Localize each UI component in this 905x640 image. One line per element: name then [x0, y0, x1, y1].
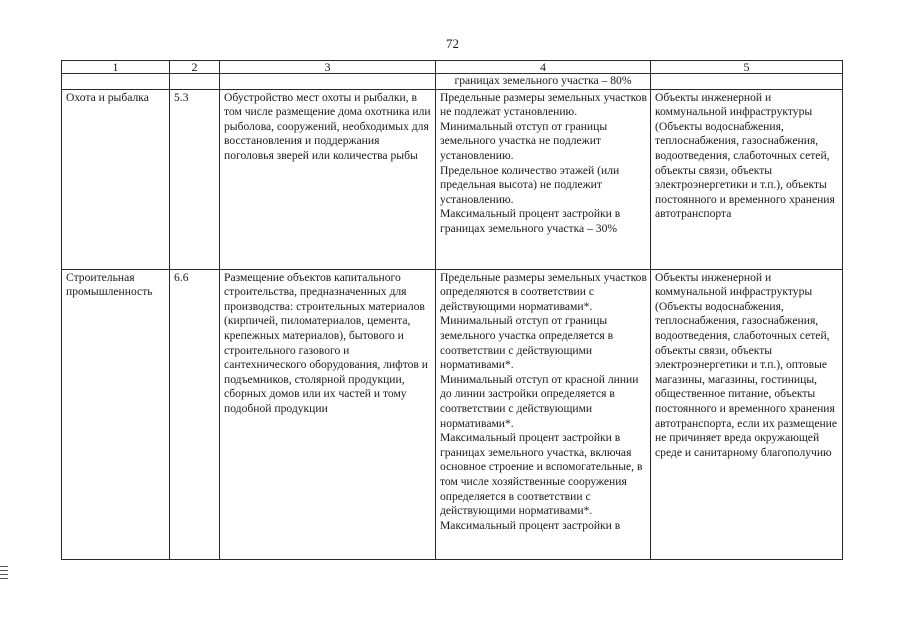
parameter-line: Предельные размеры земельных участков определяются в соответствии с действующими нормативами*.: [440, 270, 647, 313]
parameter-line: Предельные размеры земельных участков не подлежат установлению.: [440, 90, 647, 119]
header-col-4: 4: [436, 61, 651, 74]
use-code: 5.3: [170, 89, 220, 269]
scan-edge-marks: [0, 566, 8, 582]
use-name: Строительная промышленность: [62, 269, 170, 559]
parameter-line: Минимальный отступ от красной линии до линии застройки определяется в соответствии с действующими нормативами*.: [440, 372, 639, 430]
parameter-line: Предельное количество этажей (или предельная высота) не подлежит установлению.: [440, 163, 620, 206]
parameter-line: Максимальный процент застройки в: [440, 518, 621, 532]
table-row: [62, 89, 843, 269]
use-auxiliary: Объекты инженерной и коммунальной инфраструктуры (Объекты водоснабжения, теплоснабжения, газоснабжения, водоотведения, слаботочных сетей, объекты связи, объекты электроэнергетики и т.п.), оптовые магазины, магазины, гостиницы, общественное питание, объекты постоянного и временного хранения автотранспорта, если их размещение не причиняет вреда окружающей среде и санитарному благополучию: [651, 269, 843, 559]
zoning-table: [61, 60, 843, 560]
parameter-line: Минимальный отступ от границы земельного участка определяется в соответствии с действующими нормативами*.: [440, 314, 614, 372]
page-number: 72: [446, 36, 459, 51]
parameter-line: Максимальный процент застройки в границах земельного участка, включая основное строение и вспомогательные, в том числе хозяйственные сооружения определяется в соответствии с действующими нормативами*.: [440, 431, 643, 518]
continuation-text: границах земельного участка – 80%: [436, 74, 651, 90]
use-auxiliary: Объекты инженерной и коммунальной инфраструктуры (Объекты водоснабжения, теплоснабжения, газоснабжения, водоотведения, слаботочных сетей, объекты связи, объекты электроэнергетики и т.п.), объекты постоянного и временного хранения автотранспорта: [651, 89, 843, 269]
use-name: Охота и рыбалка: [62, 89, 170, 269]
header-col-3: 3: [220, 61, 436, 74]
continuation-row: [62, 74, 843, 90]
parameter-line: Максимальный процент застройки в границах земельного участка – 30%: [440, 207, 621, 235]
header-row: [62, 61, 843, 74]
header-col-5: 5: [651, 61, 843, 74]
use-parameters: [436, 269, 651, 559]
use-description: Размещение объектов капитального строительства, предназначенных для производства: строительных материалов (кирпичей, пиломатериалов, цемента, крепежных материалов), бытового и строительного газового и сантехнического оборудования, лифтов и подъемников, столярной продукции, сборных домов или их частей и тому подобной продукции: [220, 269, 436, 559]
use-description: Обустройство мест охоты и рыбалки, в том числе размещение дома охотника или рыболова, сооружений, необходимых для восстановления и поддержания поголовья зверей или количества рыбы: [220, 89, 436, 269]
use-parameters: [436, 89, 651, 269]
parameter-line: Минимальный отступ от границы земельного участка не подлежит установлению.: [440, 119, 608, 162]
header-col-1: 1: [62, 61, 170, 74]
header-col-2: 2: [170, 61, 220, 74]
table-row: [62, 269, 843, 559]
use-code: 6.6: [170, 269, 220, 559]
